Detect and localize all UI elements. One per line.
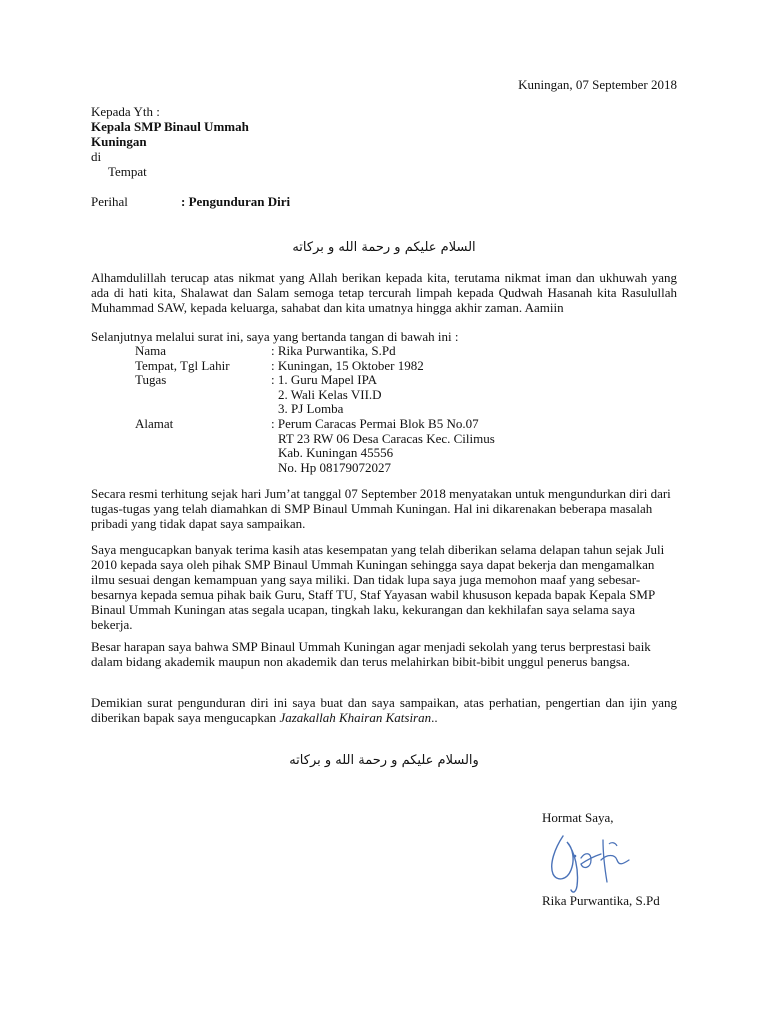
closing-text: Demikian surat pengunduran diri ini saya buat dan saya sampaikan, atas perhatian, pengertian dan ijin yang diberikan bapak saya mengucapkan <box>91 695 677 725</box>
paragraph-intro: Selanjutnya melalui surat ini, saya yang bertanda tangan di bawah ini : <box>91 329 459 344</box>
field-value: 3. PJ Lomba <box>278 401 344 417</box>
field-label: Nama <box>135 343 167 358</box>
closing-greeting: والسلام عليكم و رحمة الله و بركاته <box>289 753 479 768</box>
field-row <box>135 402 495 417</box>
closing-italic-phrase: Jazakallah Khairan Katsiran <box>279 710 432 725</box>
recipient-di: di <box>91 149 102 164</box>
identity-fields <box>135 344 495 475</box>
field-label: Alamat <box>135 415 174 431</box>
field-value: Kab. Kuningan 45556 <box>278 445 394 461</box>
recipient-name-line1: Kepala SMP Binaul Ummah <box>91 119 249 134</box>
field-label <box>135 388 271 403</box>
field-value: : Rika Purwantika, S.Pd <box>271 343 396 358</box>
field-row <box>135 417 495 432</box>
subject-value: : Pengunduran Diri <box>181 194 291 209</box>
field-row <box>135 344 495 359</box>
recipient-block <box>91 104 249 179</box>
field-value: : 1. Guru Mapel IPA <box>271 372 378 388</box>
recipient-salutation: Kepada Yth : <box>91 104 160 119</box>
date-line: Kuningan, 07 September 2018 <box>518 77 677 92</box>
field-label <box>135 432 271 447</box>
opening-greeting: السلام عليكم و رحمة الله و بركاته <box>292 240 476 255</box>
paragraph-gratitude: Saya mengucapkan banyak terima kasih atas kesempatan yang telah diberikan selama delapan tahun sejak Juli 2010 kepada saya oleh pihak SMP Binaul Ummah Kuningan sehingga saya dapat bekerja dan mengamalkan ilmu sesuai dengan kemampuan yang saya miliki. Dan tidak lupa saya juga memohon maaf yang sebesar-besarnya kepada semua pihak baik Guru, Staff TU, Staf Yayasan wabil khususon kepada bapak Kepala SMP Binaul Ummah Kuningan atas segala ucapan, tingkah laku, kekurangan dan kekhilafan saya selama saya bekerja. <box>91 542 665 632</box>
paragraph-closing <box>91 695 677 725</box>
recipient-tempat: Tempat <box>108 164 147 179</box>
paragraph-opening: Alhamdulillah terucap atas nikmat yang Allah berikan kepada kita, terutama nikmat iman dan ukhuwah yang ada di hati kita, Shalawat dan Salam semoga tetap tercurah limpah kepada Qudwah Hasanah kita Rasulullah Muhammad SAW, kepada keluarga, sahabat dan kita umatnya hingga akhir zaman. Aamiin <box>91 270 677 315</box>
field-value: RT 23 RW 06 Desa Caracas Kec. Cilimus <box>278 430 495 446</box>
paragraph-resignation: Secara resmi terhitung sejak hari Jum’at tanggal 07 September 2018 menyatakan untuk mengundurkan diri dari tugas-tugas yang telah diamahkan di SMP Binaul Ummah Kuningan. Hal ini dikarenakan beberapa masalah pribadi yang tidak dapat saya sampaikan. <box>91 486 671 531</box>
subject-label: Perihal <box>91 194 128 209</box>
field-label <box>135 446 271 461</box>
field-value: : Perum Caracas Permai Blok B5 No.07 <box>271 415 479 431</box>
field-row <box>135 446 495 461</box>
field-label: Tempat, Tgl Lahir <box>135 357 230 373</box>
field-label: Tugas <box>135 372 167 388</box>
field-value: No. Hp 08179072027 <box>278 459 392 475</box>
field-value: 2. Wali Kelas VII.D <box>278 386 382 402</box>
paragraph-hope: Besar harapan saya bahwa SMP Binaul Ummah Kuningan agar menjadi sekolah yang terus berprestasi baik dalam bidang akademik maupun non akademik dan terus melahirkan bibit-bibit unggul penerus bangsa. <box>91 639 651 669</box>
field-row <box>135 461 495 476</box>
signer-name: Rika Purwantika, S.Pd <box>542 893 660 908</box>
field-value: : Kuningan, 15 Oktober 1982 <box>271 357 424 373</box>
recipient-name-line2: Kuningan <box>91 134 147 149</box>
closing-salutation: Hormat Saya, <box>542 810 614 825</box>
field-label <box>135 461 271 476</box>
field-row <box>135 388 495 403</box>
field-row <box>135 359 495 374</box>
field-label <box>135 402 271 417</box>
field-row <box>135 373 495 388</box>
signature-image <box>545 830 635 896</box>
field-row <box>135 432 495 447</box>
closing-ellipsis: .. <box>431 710 438 725</box>
subject-line <box>91 194 290 209</box>
